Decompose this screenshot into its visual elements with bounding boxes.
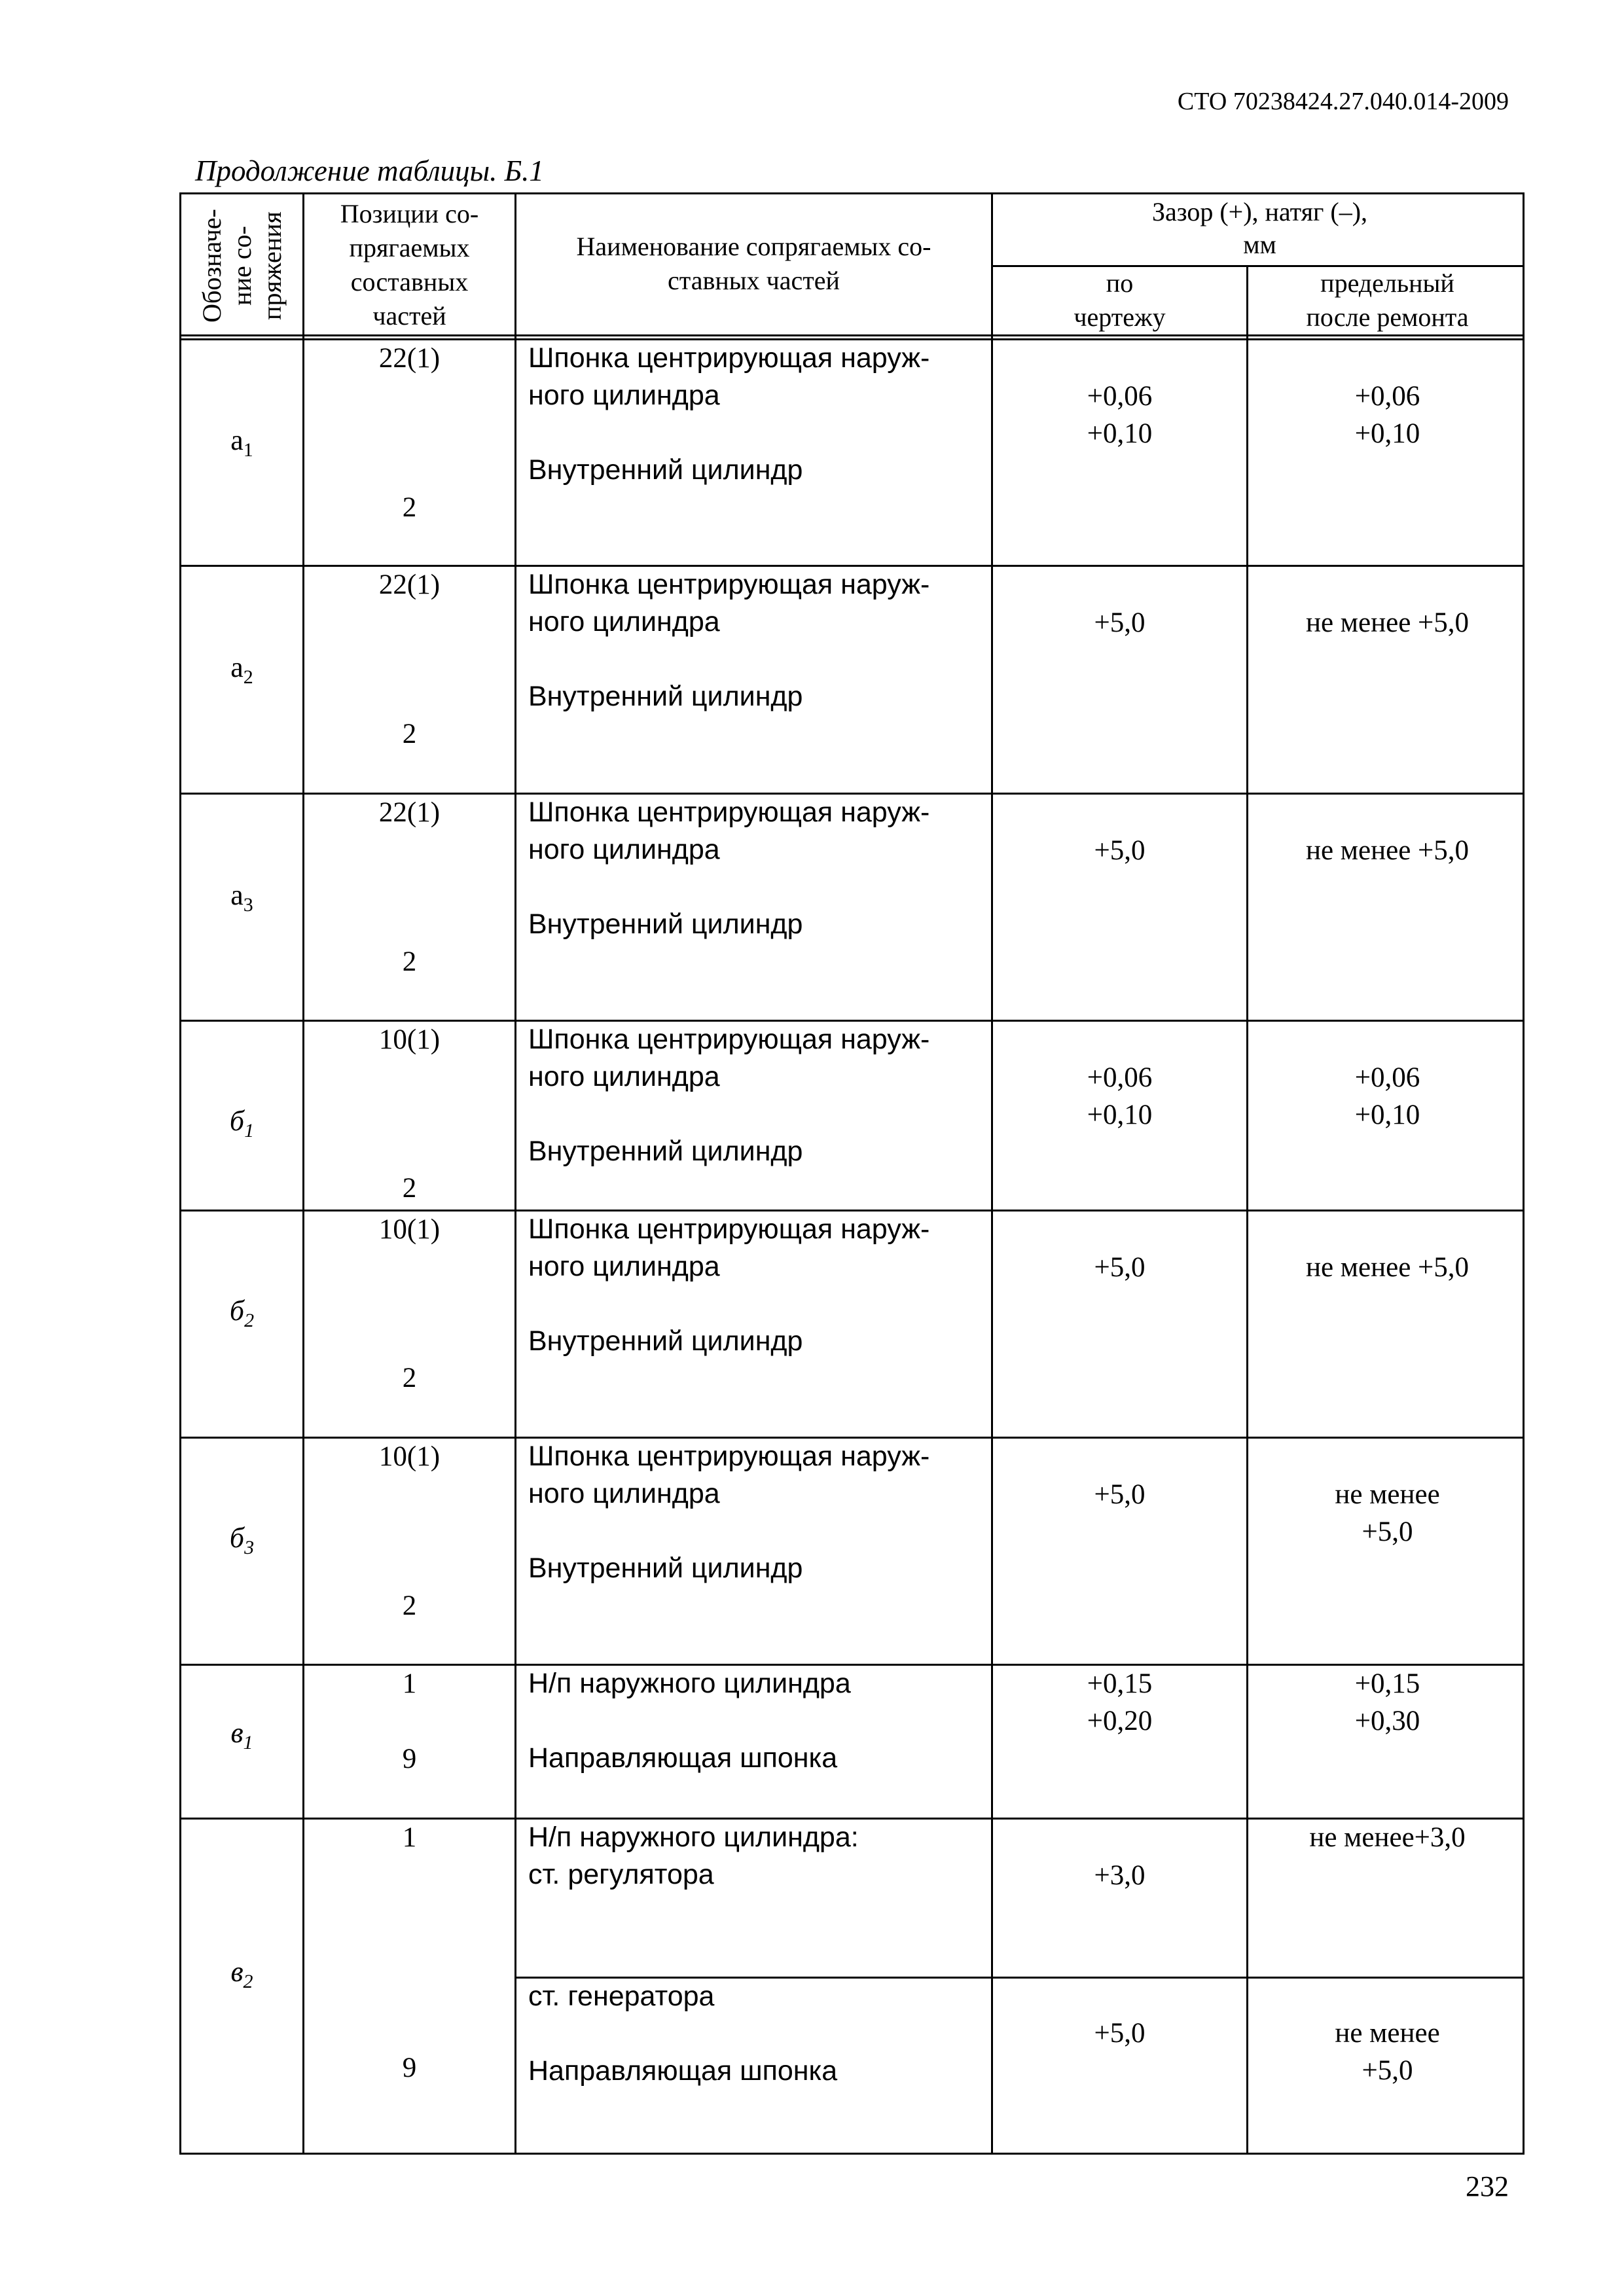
position-bottom: 9 xyxy=(402,1744,417,1774)
clearance-limit: не менее+3,0 xyxy=(1309,1822,1466,1853)
header-limit: предельный после ремонта xyxy=(1306,268,1469,332)
position-top: 1 xyxy=(402,1668,417,1699)
document-code: СТО 70238424.27.040.014-2009 xyxy=(1177,88,1509,115)
clearance-limit: не менее +5,0 xyxy=(1335,2018,1440,2086)
clearance-limit: +0,15 +0,30 xyxy=(1354,1668,1420,1736)
header-by-drawing: по чертежу xyxy=(1074,268,1166,332)
header-name: Наименование сопрягаемых со- ставных частей xyxy=(576,232,931,295)
clearance-limit: +0,06 +0,10 xyxy=(1354,381,1420,449)
position-bottom: 2 xyxy=(402,492,417,523)
clearance-by-drawing: +0,06 +0,10 xyxy=(1087,381,1153,449)
position-top: 22(1) xyxy=(378,343,441,374)
position-top: 1 xyxy=(402,1822,417,1853)
mating-parts-table xyxy=(179,192,1525,2155)
table-caption: Продолжение таблицы. Б.1 xyxy=(195,154,544,187)
clearance-by-drawing: +5,0 xyxy=(1094,835,1146,866)
header-positions: Позиции со- прягаемых составных частей xyxy=(340,199,479,331)
designation-b1: $б_1$ xyxy=(229,1105,255,1141)
clearance-limit: не менее +5,0 xyxy=(1305,835,1470,866)
clearance-by-drawing: +5,0 xyxy=(1094,1252,1146,1283)
clearance-by-drawing: +3,0 xyxy=(1094,1860,1146,1891)
position-top: 10(1) xyxy=(378,1024,441,1055)
position-bottom: 2 xyxy=(402,719,417,749)
clearance-by-drawing: +0,15 +0,20 xyxy=(1087,1668,1153,1736)
part-names: Шпонка центрирующая наруж- ного цилиндра Внутренний цилиндр xyxy=(528,1441,930,1584)
part-names: Шпонка центрирующая наруж- ного цилиндра Внутренний цилиндр xyxy=(528,342,930,486)
designation-a1: $а_1$ xyxy=(230,424,253,461)
clearance-limit: не менее +5,0 xyxy=(1305,607,1470,638)
position-top: 22(1) xyxy=(378,797,441,828)
header-bottom-line xyxy=(181,334,1523,336)
part-names: Шпонка центрирующая наруж- ного цилиндра Внутренний цилиндр xyxy=(528,1024,930,1167)
clearance-by-drawing: +5,0 xyxy=(1094,2018,1146,2049)
designation-v2: $в_2$ xyxy=(230,1956,253,1992)
clearance-limit: не менее +5,0 xyxy=(1305,1252,1470,1283)
designation-b2: $б_2$ xyxy=(229,1295,255,1331)
clearance-limit: не менее +5,0 xyxy=(1335,1479,1440,1547)
col-divider xyxy=(514,194,516,2153)
part-names: ст. генератора Направляющая шпонка xyxy=(528,1981,838,2087)
position-top: 10(1) xyxy=(378,1441,441,1472)
header-designation: Обозначе- ние со- пряжения xyxy=(196,209,287,323)
designation-a3: $а_3$ xyxy=(230,879,253,916)
part-names: Шпонка центрирующая наруж- ного цилиндра Внутренний цилиндр xyxy=(528,569,930,712)
clearance-by-drawing: +0,06 +0,10 xyxy=(1087,1062,1153,1130)
position-bottom: 2 xyxy=(402,1590,417,1621)
clearance-by-drawing: +5,0 xyxy=(1094,607,1146,638)
part-names: Н/п наружного цилиндра: ст. регулятора xyxy=(528,1821,859,1890)
col-divider xyxy=(1246,265,1248,2153)
position-top: 10(1) xyxy=(378,1214,441,1245)
designation-a2: $а_2$ xyxy=(230,651,253,688)
page-number: 232 xyxy=(1466,2170,1509,2202)
clearance-limit: +0,06 +0,10 xyxy=(1354,1062,1420,1130)
position-bottom: 9 xyxy=(402,2053,417,2083)
header-clearance: Зазор (+), натяг (–), мм xyxy=(1151,197,1368,259)
designation-b3: $б_3$ xyxy=(229,1522,255,1558)
part-names: Шпонка центрирующая наруж- ного цилиндра Внутренний цилиндр xyxy=(528,1213,930,1357)
clearance-by-drawing: +5,0 xyxy=(1094,1479,1146,1510)
position-bottom: 2 xyxy=(402,1363,417,1393)
position-bottom: 2 xyxy=(402,946,417,977)
designation-v1: $в_1$ xyxy=(230,1717,253,1753)
position-top: 22(1) xyxy=(378,569,441,600)
part-names: Шпонка центрирующая наруж- ного цилиндра Внутренний цилиндр xyxy=(528,797,930,940)
part-names: Н/п наружного цилиндра Направляющая шпонка xyxy=(528,1668,851,1774)
position-bottom: 2 xyxy=(402,1173,417,1204)
